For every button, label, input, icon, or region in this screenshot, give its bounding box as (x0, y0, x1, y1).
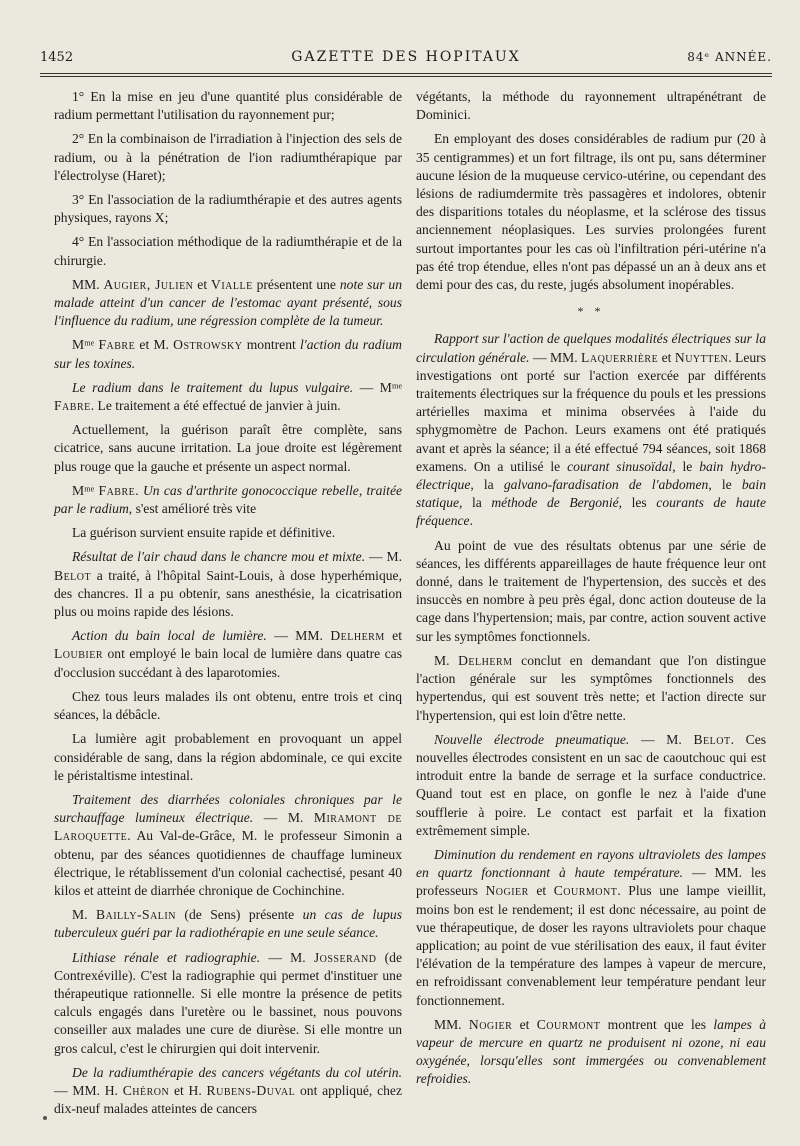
paragraph (54, 379, 402, 415)
paragraph: En employant des doses considérables de radium pur (20 à 35 centigrammes) et un fort filtrage, ils ont pu, sans déterminer aucune lésion de la muqueuse cervico-utérine, ou cependant des lésions de radiumdermite très passagères et indolores, obtenir des disparitions totales du néoplasme, et la sclérose des tissus anciennement néoplasiques. Les survies prolongées furent surtout importantes pour les cas où l'infiltration péri-utérine n'a pas été trop étendue, elles n'ont pas dépassé un an à deux ans et demi pour des cas, du reste, jugés absolument inopérables. (416, 131, 766, 293)
paragraph (54, 276, 402, 331)
text-run: . (135, 482, 143, 498)
text-run: — MM. (266, 628, 331, 644)
text-run: — MM. les professeurs (416, 865, 767, 899)
article-title: De la radiumthérapie des cancers végétants du col utérin. (72, 1064, 402, 1080)
text-run: — MM. (529, 349, 582, 365)
author-name: Delherm (458, 652, 513, 668)
journal-title: GAZETTE DES HOPITAUX (291, 49, 521, 65)
author-name: Courmont (536, 1016, 601, 1032)
article-title: Résultat de l'air chaud dans le chancre mou et mixte. (72, 549, 366, 565)
author-name: Vialle (211, 276, 253, 292)
article-title: Un cas d'arthrite gonococcique rebelle, traitée par le radium, (54, 482, 403, 517)
text-run: conclut en demandant que l'on distingue l'action générale sur les symptômes fonctionnels des hypertendus, qui est souvent très nette; et l'action directe sur l'hypertension, qui est loin d'être nette. (416, 652, 766, 723)
text-run: s'est amélioré très vite (132, 501, 257, 517)
text-run: . (469, 513, 473, 529)
text-run: — MM. H. (54, 1082, 123, 1098)
paragraph: 1° En la mise en jeu d'une quantité plus considérable de radium permettant l'utilisation du rayonnement pur; (54, 89, 402, 123)
paragraph: végétants, la méthode du rayonnement ultrapénétrant de Dominici. (416, 89, 766, 123)
text-run: — Mᵐᵉ (353, 379, 402, 395)
text-run: et (658, 349, 675, 365)
method-name: courants de haute fréquence (416, 495, 766, 529)
article-title: Le radium dans le traitement du lupus vulgaire. (72, 379, 354, 395)
paragraph (416, 846, 766, 1010)
text-run: , le (672, 458, 700, 474)
paragraph: La lumière agit probablement en provoquant un appel considérable de sang, dans la région abdominale, ce qui excite le péristaltisme intestinal. (54, 731, 402, 783)
article-title: un cas de lupus tuberculeux guéri par la radiothérapie en une seule séance. (54, 907, 402, 941)
text-run: . Ces nouvelles électrodes consistent en un sac de caoutchouc qui est introduit entre la bande de serrage et la surface conductrice. Quand tout est en place, on gonfle le nez à l'aide d'une soufflerie à poire. Le contact est parfait et la fixation extrêmement simple. (416, 731, 767, 838)
text-run: . Au Val-de-Grâce, M. le professeur Simonin a obtenu, par des séances quotidiennes de chauffage lumineux électrique, le rétablissement d'un colonial cachectisé, pesant 40 kilos et atteint de diarrhée chronique de Cochinchine. (54, 828, 402, 898)
paragraph: La guérison survient ensuite rapide et définitive. (72, 525, 336, 541)
method-name: méthode de Bergonié (491, 495, 619, 511)
author-name: Delherm (330, 628, 385, 644)
article-title: Diminution du rendement en rayons ultraviolets des lampes en quartz fonctionnant à haute température. (416, 846, 766, 881)
text-run: montrent que les (600, 1016, 714, 1032)
section-divider: * * (577, 304, 605, 319)
author-name: Fabre (98, 482, 136, 498)
paragraph: Au point de vue des résultats obtenus par une série de séances, les différents appareillages de haute fréquence leur ont donné, dans le traitement de l'hypertension, des succès et des insuccès en nombre à peu près égal, donc action douteuse de la cage dans l'hypertension; mais, par contre, action souvent active sur les symptômes fonctionnels. (416, 537, 766, 644)
text-run: et (193, 276, 211, 292)
text-run: — M. (260, 949, 314, 965)
text-run: Mᵐᵉ (72, 337, 99, 353)
text-run: . Le traitement a été effectué de janvier à juin. (90, 398, 341, 414)
text-run: a traité, à l'hôpital Saint-Louis, à dose hyperhémique, des chancres. Il a pu obtenir, sans anesthésie, la cicatrisation plus ou moins rapide des lésions. (54, 567, 402, 620)
text-run: . Leurs investigations ont porté sur l'action exercée par différents traitements électriques sur la fréquence du pouls et les pressions artérielles maxima et minima observées à l'aide du sphygmomètre de Pachon. Leurs examens ont été pratiqués avant et après la séance; il a été effectué 794 séances, soit 1868 examens. On a utilisé le (416, 349, 766, 474)
author-name: Belot (693, 731, 731, 747)
author-name: Nogier (485, 883, 529, 899)
text-run: (de Contrexéville). C'est la radiographie qui permet d'instituer une thérapeutique rationnelle. Si elle montre la présence de petits calculs engagés dans l'uretère ou le bassinet, nous pouvons conseiller aux malades une cure de diurèse. Si elle montre un gros calcul, c'est le chirurgien qui doit intervenir. (54, 949, 403, 1056)
left-column (54, 88, 402, 1124)
text-run: MM. (434, 1016, 469, 1032)
author-name: Ostrowsky (173, 337, 243, 353)
article-title: note sur un malade atteint d'un cancer de l'estomac ayant présenté, sous l'influence du radium, une régression complète de la tumeur. (54, 276, 403, 329)
text-run: MM. (72, 276, 104, 292)
right-column (416, 88, 766, 1095)
paragraph (54, 906, 402, 942)
paragraph (416, 652, 766, 725)
paragraph (54, 336, 402, 372)
text-run: . Plus une lampe vieillit, moins bon est le rendement; il est donc nécessaire, au point de vue thérapeutique, de doser les rayons ultraviolets pour chaque application; au point de vue stérilisation des eaux, il faut éviter l'élévation de la température des lampes à vapeur de mercure, en refroidissant convenablement leur température pendant leur fonctionnement. (416, 883, 767, 1008)
text-run: M. (434, 652, 459, 668)
text-run: Mᵐᵉ (72, 482, 99, 498)
year-label: 84ᵉ ANNÉE. (687, 50, 772, 64)
text-run: présentent une (252, 276, 340, 292)
paragraph: 2° En la combinaison de l'irradiation à l'injection des sels de radium, ou à la pénétration de l'ion radiumthérapique par l'électrolyse (Haret); (54, 131, 402, 183)
text-run: — M. (629, 731, 694, 747)
paragraph (54, 482, 402, 518)
paragraph: 3° En l'association de la radiumthérapie et des autres agents physiques, rayons X; (54, 192, 402, 226)
paragraph: 4° En l'association méthodique de la radiumthérapie et de la chirurgie. (54, 234, 402, 268)
text-run: — M. (253, 810, 314, 826)
author-name: Bailly-Salin (95, 907, 176, 923)
paragraph (416, 330, 766, 530)
author-name: Chéron (122, 1082, 170, 1098)
paragraph (54, 949, 402, 1058)
author-name: Nogier (468, 1016, 513, 1032)
text-run: M. (72, 907, 96, 923)
text-run: , la (459, 495, 492, 511)
text-run: , le (708, 477, 742, 493)
article-title: lampes à vapeur de mercure en quartz ne produisent ni ozone, ni eau oxygénée, lorsqu'elles sont immergées ou convenablement refroidies. (416, 1016, 766, 1087)
print-dot (43, 1116, 47, 1120)
paragraph (54, 791, 402, 900)
article-title: Traitement des diarrhées coloniales chroniques par le surchauffage lumineux électrique. (54, 791, 402, 826)
paragraph: Actuellement, la guérison paraît être complète, sans cicatrice, sans aucune irritation. La joue droite est légèrement plus rouge que la gauche et présente un aspect normal. (54, 422, 402, 474)
text-run: et H. (169, 1082, 207, 1098)
method-name: courant sinusoïdal (567, 458, 673, 474)
text-run: , les (618, 495, 657, 511)
method-name: bain statique (416, 477, 766, 511)
text-run: ont appliqué, chez dix-neuf malades atteintes de cancers (54, 1082, 402, 1117)
author-name: Miramont de Laroquette (54, 810, 403, 844)
article-title: Action du bain local de lumière. (72, 628, 267, 644)
article-title: Nouvelle électrode pneumatique. (434, 731, 630, 747)
author-name: Josserand (313, 949, 377, 965)
author-name: Laquerrière (581, 349, 659, 365)
author-name: Fabre (98, 337, 136, 353)
author-name: Nuytten (674, 349, 729, 365)
text-run: et M. (135, 337, 174, 353)
text-run: ont employé le bain local de lumière dans quatre cas d'occlusion succédant à des laparotomies. (54, 646, 402, 680)
text-run: et (528, 883, 554, 899)
paragraph (416, 731, 766, 840)
text-run: , la (470, 477, 504, 493)
paragraph (54, 1064, 402, 1119)
article-title: Lithiase rénale et radiographie. (72, 949, 261, 965)
page-header (40, 44, 772, 70)
author-name: Belot (54, 567, 92, 583)
page-number: 1452 (40, 50, 74, 65)
author-name: Fabre (54, 398, 91, 414)
article-title: Rapport sur l'action de quelques modalités électriques sur la circulation générale. (416, 331, 766, 365)
article-title: l'action du radium sur les toxines. (54, 337, 402, 371)
text-run: montrent (242, 337, 301, 353)
text-run: et (384, 628, 402, 644)
paragraph: Chez tous leurs malades ils ont obtenu, entre trois et cinq séances, la débâcle. (54, 688, 402, 723)
paragraph (416, 1016, 766, 1089)
text-run: — M. (365, 549, 402, 565)
header-rule (40, 73, 772, 77)
author-name: Loubier (54, 646, 104, 662)
paragraph (54, 627, 402, 682)
text-run: et (512, 1016, 537, 1032)
method-name: galvano-faradisation de l'abdomen (503, 477, 709, 493)
paragraph (54, 548, 402, 621)
author-name: Courmont (553, 883, 618, 899)
author-names: Augier, Julien (103, 276, 194, 292)
method-name: bain hydro-électrique (416, 458, 766, 493)
text-run: (de Sens) présente (175, 907, 303, 923)
author-name: Rubens-Duval (206, 1082, 296, 1098)
